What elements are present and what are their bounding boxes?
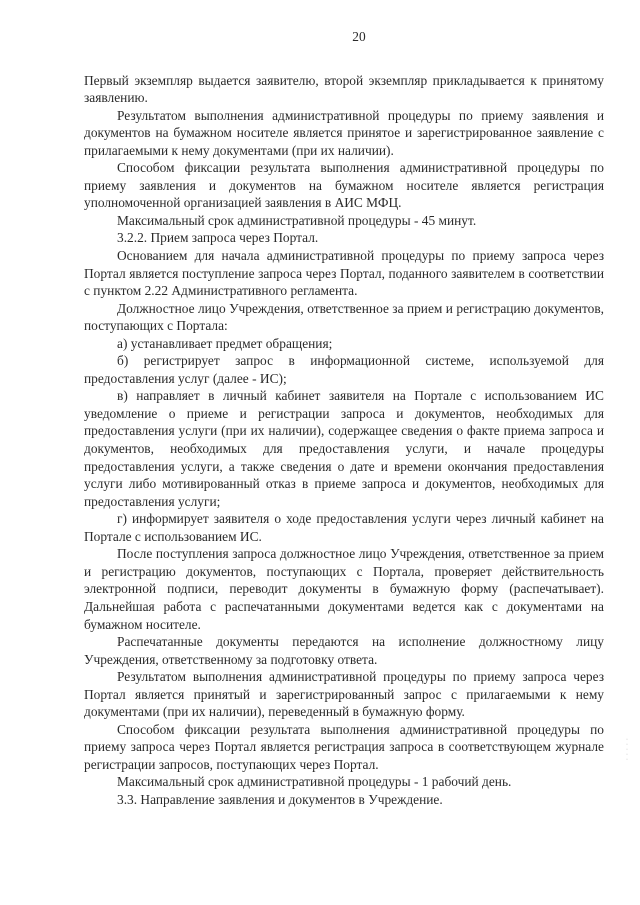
paragraph-16: Максимальный срок административной процедуры - 1 рабочий день. — [117, 774, 512, 790]
page-number: 20 — [352, 29, 366, 44]
paragraph-15: Способом фиксации результата выполнения административной процедуры по приему запроса через Портал является регистрация запроса в соответствующем журнале регистрации запросов, поступающих через Портал. — [84, 721, 604, 772]
scan-margin-mark: · · · · · — [626, 737, 628, 763]
paragraph-1: Первый экземпляр выдается заявителю, второй экземпляр прикладывается к принятому заявлению. — [84, 72, 604, 106]
list-item-v: в) направляет в личный кабинет заявителя на Портале с использованием ИС уведомление о приеме и регистрации запроса и документов, необходимых для предоставления услуги (при их наличии), содержащее сведения о факте приема запроса и документов, необходимых для предоставления услуги, и начале процедуры предоставления услуги, а также сведения о дате и времени окончания предоставления услуги либо мотивированный отказ в приеме запроса и документов, необходимых для предоставления услуги; — [84, 388, 604, 509]
paragraph-13: Распечатанные документы передаются на исполнение должностному лицу Учреждения, ответственному за подготовку ответа. — [84, 634, 604, 667]
paragraph-3: Способом фиксации результата выполнения административной процедуры по приему заявления и документов на бумажном носителе является регистрация уполномоченной организацией заявления в АИС МФЦ. — [84, 160, 604, 211]
paragraph-12: После поступления запроса должностное лицо Учреждения, ответственное за прием и регистрацию документов, поступающих с Портала, проверяет действительность электронной подписи, переводит документы в бумажную форму (распечатывает). Дальнейшая работа с распечатанными документами ведется как с документами на бумажном носителе. — [84, 546, 604, 632]
list-item-a: а) устанавливает предмет обращения; — [117, 335, 333, 351]
paragraph-4: Максимальный срок административной процедуры - 45 минут. — [117, 212, 477, 228]
body-text — [84, 72, 604, 809]
paragraph-6: Основанием для начала административной процедуры по приему запроса через Портал является поступление запроса через Портал, поданного заявителем в соответствии с пунктом 2.22 Административного регламента. — [84, 248, 604, 299]
list-item-g: г) информирует заявителя о ходе предоставления услуги через личный кабинет на Портале с использованием ИС. — [84, 511, 604, 544]
paragraph-7: Должностное лицо Учреждения, ответственное за прием и регистрацию документов, поступающих с Портала: — [84, 300, 604, 334]
list-item-b: б) регистрирует запрос в информационной системе, используемой для предоставления услуг (далее - ИС); — [84, 353, 604, 386]
paragraph-14: Результатом выполнения административной процедуры по приему запроса через Портал является принятый и зарегистрированный запрос с прилагаемыми к нему документами (при их наличии), переведенный в бумажную форму. — [84, 669, 604, 720]
section-heading-3-3: 3.3. Направление заявления и документов в Учреждение. — [117, 791, 443, 807]
paragraph-2: Результатом выполнения административной процедуры по приему заявления и документов на бумажном носителе является принятое и зарегистрированное заявление с прилагаемыми к нему документами (при их наличии). — [84, 107, 604, 158]
section-heading-3-2-2: 3.2.2. Прием запроса через Портал. — [117, 230, 319, 246]
